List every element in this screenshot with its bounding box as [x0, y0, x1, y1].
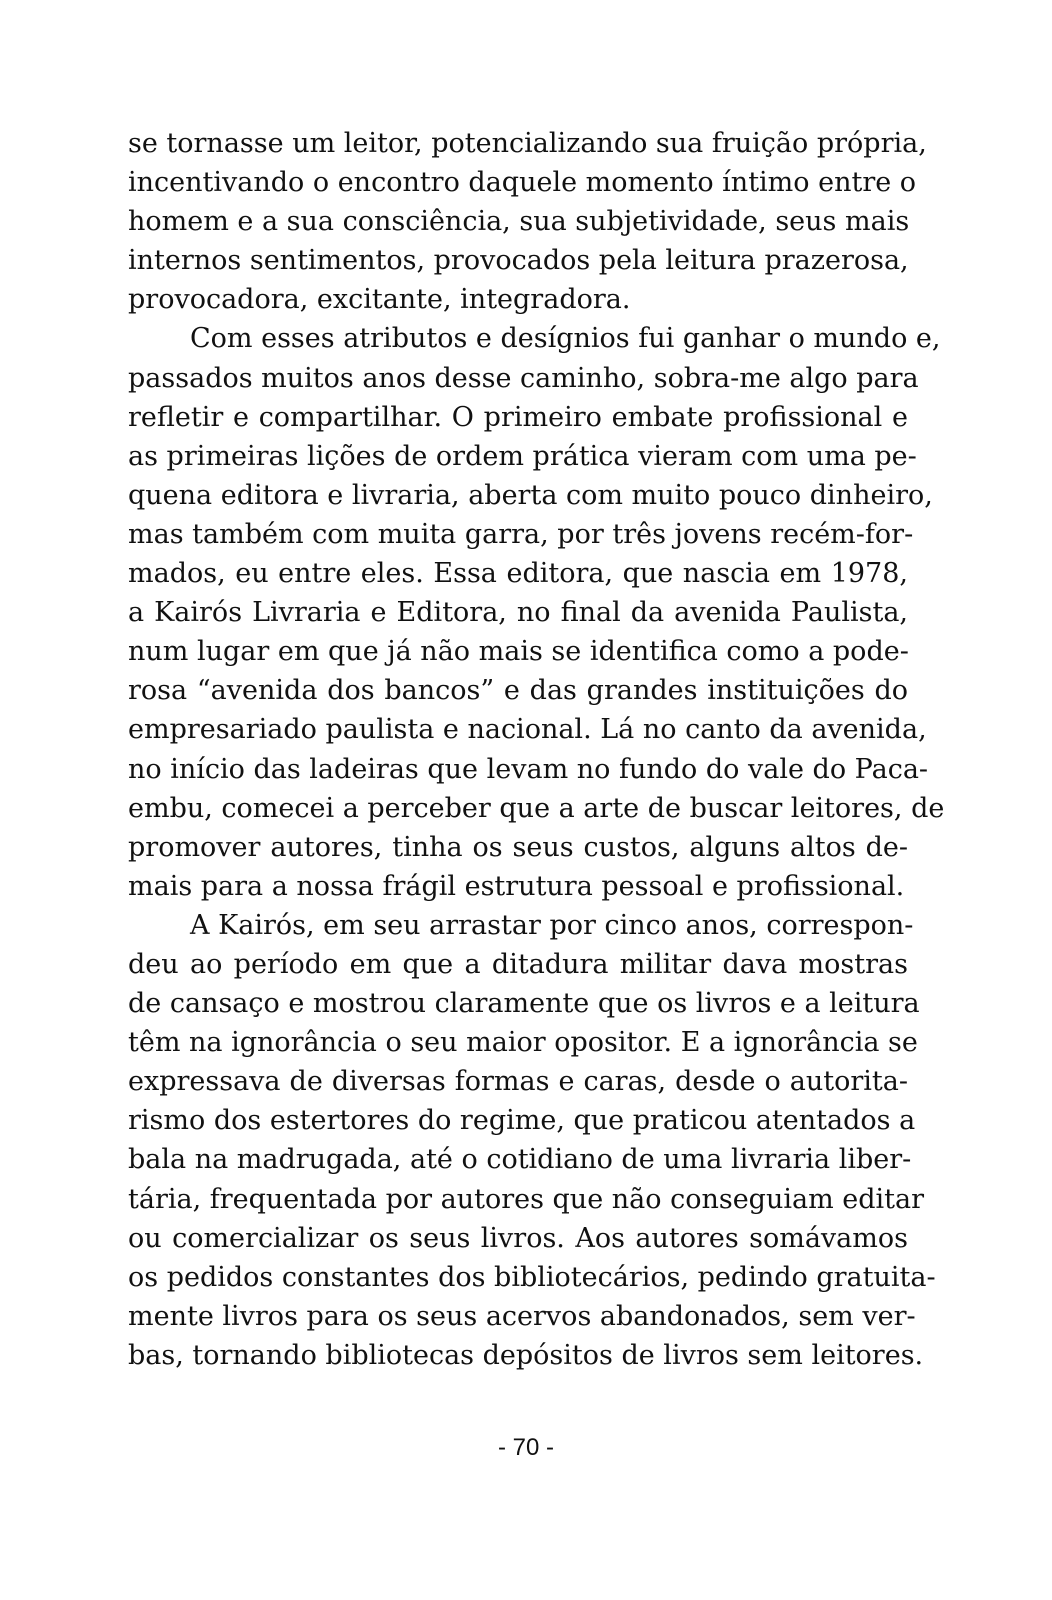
text-line: expressava de diversas formas e caras, desde o autorita-: [128, 1066, 908, 1098]
text-line: de cansaço e mostrou claramente que os livros e a leitura: [128, 988, 920, 1020]
text-line: a Kairós Livraria e Editora, no final da avenida Paulista,: [128, 597, 908, 629]
paragraph: [128, 906, 936, 1375]
text-line: mais para a nossa frágil estrutura pessoal e profissional.: [128, 870, 905, 902]
text-line: internos sentimentos, provocados pela leitura prazerosa,: [128, 245, 909, 277]
text-line: rismo dos estertores do regime, que praticou atentados a: [128, 1105, 916, 1137]
text-line: as primeiras lições de ordem prática vieram com uma pe-: [128, 440, 917, 472]
text-line: têm na ignorância o seu maior opositor. E a ignorância se: [128, 1027, 918, 1059]
text-line: rosa “avenida dos bancos” e das grandes instituições do: [128, 675, 908, 707]
text-line: passados muitos anos desse caminho, sobra-me algo para: [128, 362, 919, 394]
text-line: os pedidos constantes dos bibliotecários, pedindo gratuita-: [128, 1261, 936, 1293]
text-line: incentivando o encontro daquele momento íntimo entre o: [128, 167, 917, 199]
text-line: quena editora e livraria, aberta com muito pouco dinheiro,: [128, 479, 933, 511]
text-line: deu ao período em que a ditadura militar dava mostras: [128, 948, 908, 980]
text-line: empresariado paulista e nacional. Lá no canto da avenida,: [128, 714, 927, 746]
page-number: - 70 -: [497, 1434, 554, 1461]
body-text: [128, 124, 945, 1375]
text-line: tária, frequentada por autores que não conseguiam editar: [128, 1183, 925, 1215]
text-line: A Kairós, em seu arrastar por cinco anos, correspon-: [190, 909, 914, 941]
text-line: mas também com muita garra, por três jovens recém-for-: [128, 518, 914, 550]
text-line: num lugar em que já não mais se identifica como a pode-: [128, 636, 909, 668]
paragraph: [128, 319, 945, 905]
text-line: se tornasse um leitor, potencializando sua fruição própria,: [128, 128, 927, 159]
text-line: promover autores, tinha os seus custos, alguns altos de-: [128, 831, 908, 863]
text-line: homem e a sua consciência, sua subjetividade, seus mais: [128, 206, 910, 238]
text-line: mados, eu entre eles. Essa editora, que nascia em 1978,: [128, 558, 908, 590]
text-line: mente livros para os seus acervos abandonados, sem ver-: [128, 1300, 916, 1332]
text-line: Com esses atributos e desígnios fui ganhar o mundo e,: [190, 323, 941, 355]
text-line: provocadora, excitante, integradora.: [128, 284, 631, 316]
text-line: refletir e compartilhar. O primeiro embate profissional e: [128, 401, 908, 433]
text-line: embu, comecei a perceber que a arte de buscar leitores, de: [128, 792, 945, 824]
text-line: bas, tornando bibliotecas depósitos de livros sem leitores.: [128, 1339, 924, 1371]
text-line: bala na madrugada, até o cotidiano de uma livraria liber-: [128, 1144, 912, 1176]
paragraph: [128, 124, 927, 319]
text-line: no início das ladeiras que levam no fundo do vale do Paca-: [128, 753, 929, 785]
text-line: ou comercializar os seus livros. Aos autores somávamos: [128, 1222, 908, 1254]
